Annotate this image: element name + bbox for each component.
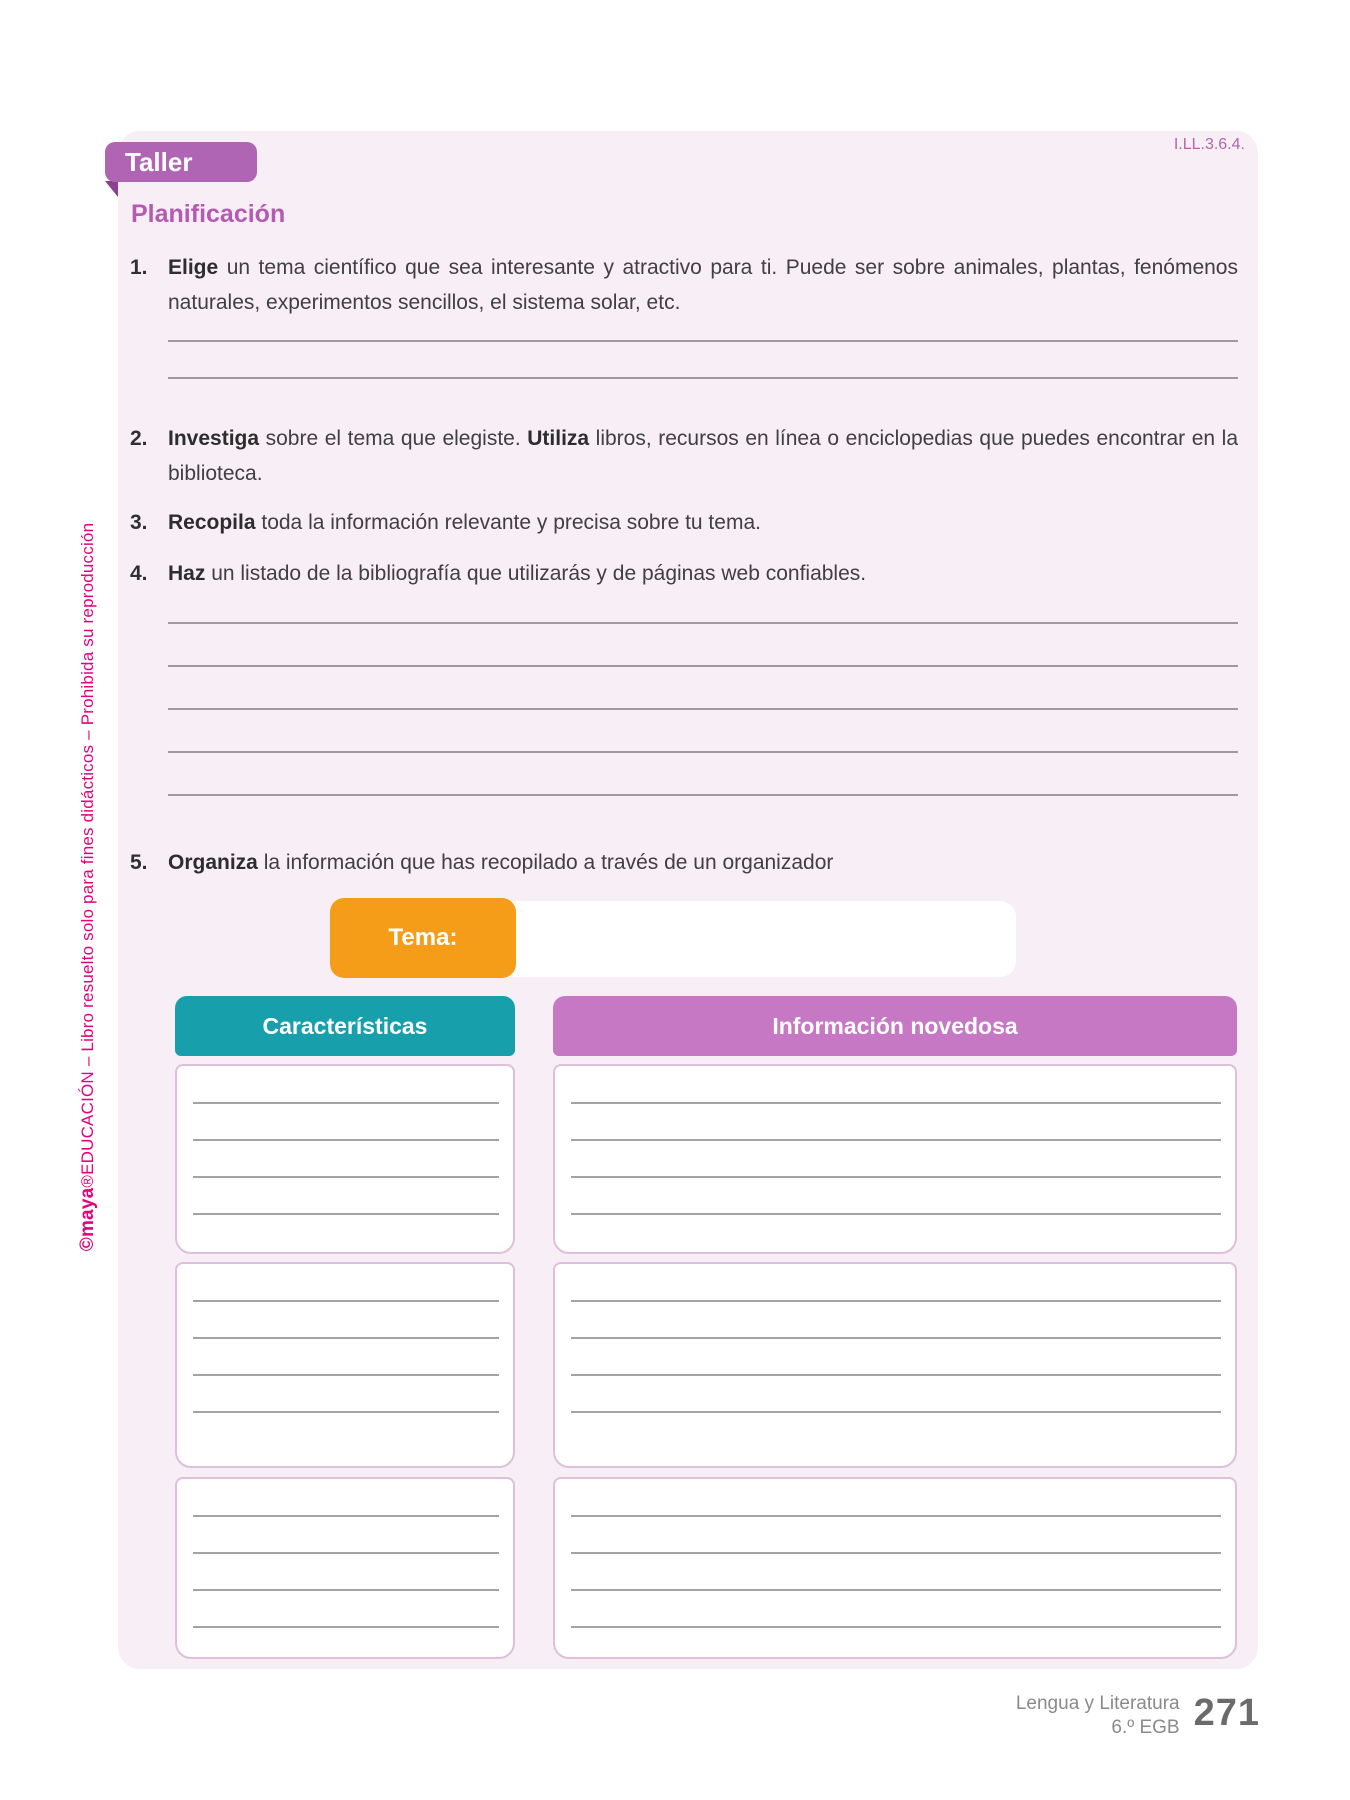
informacion-box-1	[553, 1064, 1237, 1254]
step-5-number: 5.	[130, 851, 148, 874]
ruled-line	[571, 1102, 1221, 1104]
ruled-line	[193, 1374, 499, 1376]
caracteristicas-header: Características	[175, 996, 515, 1056]
ruled-line	[571, 1515, 1221, 1517]
ruled-line	[571, 1411, 1221, 1413]
ruled-line	[571, 1176, 1221, 1178]
step-2	[130, 421, 1238, 491]
step-1	[130, 250, 1238, 320]
page-footer	[1016, 1692, 1260, 1740]
step-4-number: 4.	[130, 562, 148, 585]
ruled-line	[571, 1213, 1221, 1215]
informacion-novedosa-header: Información novedosa	[553, 996, 1237, 1056]
writing-line	[168, 622, 1238, 624]
copyright-sidebar: ©maya®EDUCACIÓN – Libro resuelto solo para fines didácticos – Prohibida su reproducción	[77, 522, 98, 1252]
ruled-line	[571, 1589, 1221, 1591]
ruled-line	[571, 1337, 1221, 1339]
ruled-line	[193, 1589, 499, 1591]
ruled-line	[571, 1139, 1221, 1141]
writing-line	[168, 708, 1238, 710]
ruled-line	[193, 1102, 499, 1104]
taller-tab-label: Taller	[125, 146, 193, 177]
ruled-line	[193, 1139, 499, 1141]
caracteristicas-box-1	[175, 1064, 515, 1254]
ruled-line	[571, 1374, 1221, 1376]
step-5-text: Organiza la información que has recopilado a través de un organizador	[168, 851, 834, 874]
writing-line	[168, 377, 1238, 379]
ruled-line	[193, 1626, 499, 1628]
step-1-text: Elige un tema científico que sea interesante y atractivo para ti. Puede ser sobre animales, plantas, fenómenos naturales, experimentos sencillos, el sistema solar, etc.	[168, 256, 1238, 314]
writing-line	[168, 340, 1238, 342]
section-subtitle: Planificación	[131, 200, 286, 228]
footer-subject: Lengua y Literatura	[1015, 1693, 1180, 1714]
writing-line	[168, 665, 1238, 667]
step-3	[130, 505, 1238, 540]
ruled-line	[193, 1300, 499, 1302]
tema-label-box	[330, 898, 516, 978]
ruled-line	[193, 1552, 499, 1554]
ruled-line	[193, 1337, 499, 1339]
ruled-line	[193, 1176, 499, 1178]
taller-tab	[105, 142, 257, 182]
tab-fold-triangle	[105, 181, 118, 197]
step-5	[130, 845, 1238, 880]
step-4	[130, 556, 1238, 591]
curriculum-code: I.LL.3.6.4.	[1173, 136, 1245, 153]
step-2-number: 2.	[130, 427, 148, 450]
step-1-number: 1.	[130, 256, 148, 279]
publisher-logo: ©maya	[77, 1187, 98, 1252]
step-3-number: 3.	[130, 511, 148, 534]
page-number: 271	[1193, 1692, 1260, 1734]
step-2-text: Investiga sobre el tema que elegiste. Utiliza libros, recursos en línea o enciclopedias que puedes encontrar en la biblioteca.	[168, 427, 1239, 485]
footer-subject-grade	[1016, 1692, 1180, 1740]
ruled-line	[571, 1626, 1221, 1628]
informacion-box-3	[553, 1477, 1237, 1659]
ruled-line	[571, 1552, 1221, 1554]
informacion-box-2	[553, 1262, 1237, 1468]
writing-line	[168, 794, 1238, 796]
step-4-text: Haz un listado de la bibliografía que utilizarás y de páginas web confiables.	[168, 562, 867, 585]
ruled-line	[193, 1213, 499, 1215]
ruled-line	[193, 1515, 499, 1517]
caracteristicas-box-2	[175, 1262, 515, 1468]
tema-label: Tema:	[388, 924, 458, 951]
step-3-text: Recopila toda la información relevante y precisa sobre tu tema.	[168, 511, 761, 534]
ruled-line	[571, 1300, 1221, 1302]
writing-line	[168, 751, 1238, 753]
footer-grade: 6.º EGB	[1111, 1717, 1180, 1738]
ruled-line	[193, 1411, 499, 1413]
caracteristicas-box-3	[175, 1477, 515, 1659]
